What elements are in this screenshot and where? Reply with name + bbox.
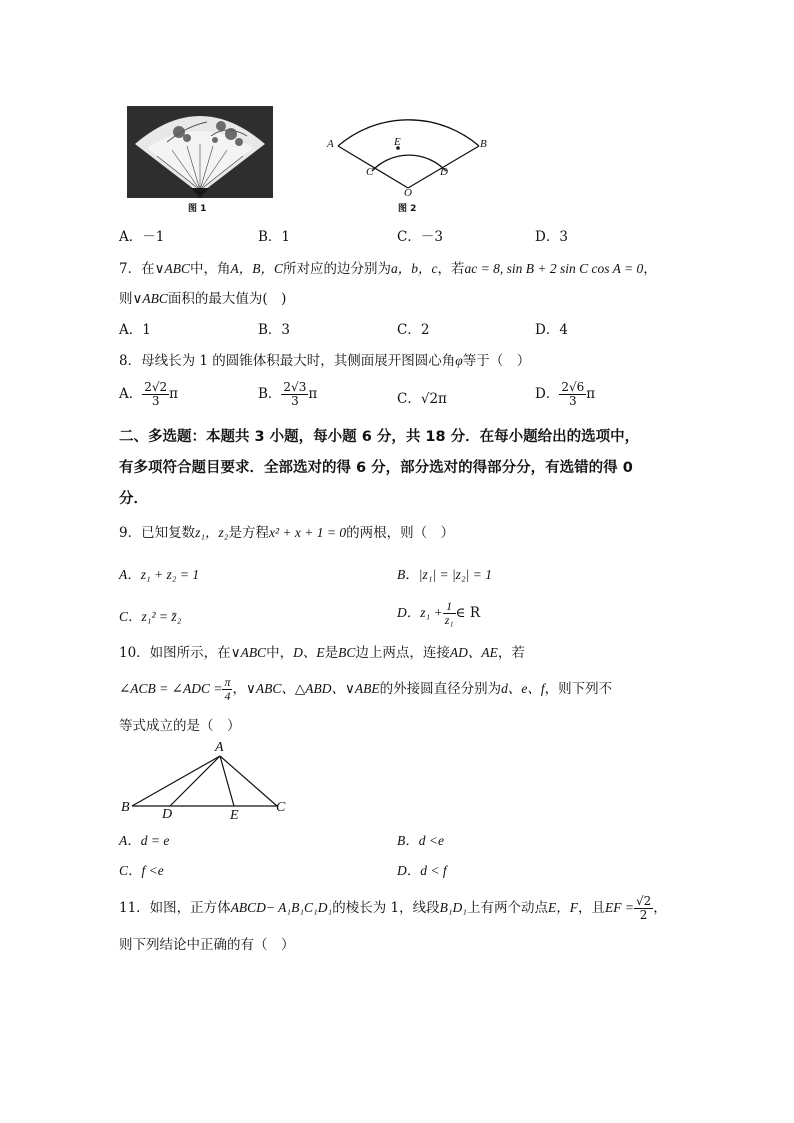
q10-option-b: B．d <e	[397, 833, 444, 848]
q8-option-b-den: 3	[291, 394, 299, 408]
q8-option-c-letter: C．	[397, 391, 421, 407]
q11-cube: ABCD− A₁B₁C₁D₁	[230, 900, 333, 915]
q7-sides: a，b，c	[390, 261, 438, 276]
q8-option-a-letter: A．	[119, 386, 143, 402]
q7-condition: ac = 8, sin B + 2 sin C cos A = 0	[464, 261, 644, 276]
q10-triangles: ∨ABC、△ABD、∨ABE	[245, 681, 380, 696]
fan-photo-drawing	[127, 106, 273, 198]
q11-ef-eq: EF =	[604, 900, 634, 915]
q9-option-d-num: 1	[443, 600, 456, 614]
q8-option-a	[119, 381, 178, 408]
q7-stem-line2	[119, 289, 286, 309]
q8-end: 等于（ ）	[462, 353, 531, 369]
q10-mid: 中，	[266, 645, 294, 661]
fan-label-o: O	[404, 187, 412, 199]
tri-label-b: B	[121, 800, 130, 815]
q8-option-b	[258, 381, 317, 408]
q10-de: D、E	[293, 645, 325, 660]
q8-option-a-num: 2√2	[144, 380, 168, 394]
triangle-diagram	[130, 752, 280, 812]
q10-stem-line1	[119, 643, 525, 663]
q10-mid3: 边上两点，连接	[355, 645, 450, 661]
q9-option-d-prefix: D．z₁ +	[397, 605, 443, 620]
q11-prefix: 11．如图，正方体	[119, 900, 231, 916]
q8-stem	[119, 351, 530, 371]
q9-option-d	[397, 600, 480, 627]
tri-label-c: C	[276, 800, 286, 815]
q11-frac-den: 2	[639, 908, 648, 922]
q9-option-d-end: ∈ R	[455, 605, 480, 621]
q10-line2-end: ，则下列不	[544, 681, 613, 697]
q7-end: ，	[643, 261, 657, 277]
q9-mid: 是方程	[228, 525, 269, 541]
q8-option-d-letter: D．	[535, 386, 560, 402]
q7-option-c: C．2	[397, 322, 430, 338]
fig1-caption: 图 1	[188, 204, 207, 214]
q8-prefix: 8．母线长为 1 的圆锥体积最大时，其侧面展开图圆心角	[119, 353, 456, 369]
q6-option-c: C．－3	[397, 229, 443, 245]
q10-option-d: D．d < f	[397, 863, 447, 878]
fan-label-b: B	[480, 138, 487, 150]
q9-option-d-den: z₁	[444, 613, 454, 627]
q8-phi: φ	[455, 353, 463, 368]
q10-ad-ae: AD、AE	[449, 645, 498, 660]
fan-label-d: D	[440, 166, 448, 178]
q9-option-c: C．z₁² = z̄₂	[119, 609, 182, 624]
tri-label-a: A	[215, 740, 224, 755]
q6-option-a: A．－1	[119, 229, 165, 245]
q7-line2-end: 面积的最大值为( )	[167, 291, 287, 307]
q9-vars: z₁，z₂	[195, 525, 229, 540]
q7-mid2: 所对应的边分别为	[282, 261, 391, 277]
tri-label-e: E	[230, 808, 239, 823]
triangle-diagram-drawing	[130, 752, 280, 812]
q9-stem	[119, 523, 454, 543]
section2-line2: 有多项符合题目要求．全部选对的得 6 分，部分选对的得部分分，有选错的得 0	[119, 460, 633, 476]
q10-triangle: ∨ABC	[230, 645, 267, 660]
q9-prefix: 9．已知复数	[119, 525, 196, 541]
q11-ef: E，F	[547, 900, 578, 915]
q8-option-b-pi: π	[308, 386, 318, 402]
q8-option-b-letter: B．	[258, 386, 282, 402]
q10-end: ，若	[497, 645, 525, 661]
q7-prefix: 7．在	[119, 261, 155, 277]
q10-mid2: 是	[324, 645, 339, 661]
fan-label-a: A	[327, 138, 334, 150]
q7-mid3: ，若	[437, 261, 465, 277]
fan-label-e: E	[394, 136, 401, 148]
q7-line2-triangle: ∨ABC	[132, 291, 168, 306]
q9-option-b: B．|z₁| = |z₂| = 1	[397, 567, 492, 582]
fan-photo	[127, 106, 273, 198]
q9-equation: x² + x + 1 = 0	[269, 525, 347, 540]
q6-option-d: D．3	[535, 229, 568, 245]
fig2-caption: 图 2	[398, 204, 417, 214]
q10-pi-den: 4	[224, 689, 231, 703]
q7-mid: 中，角	[189, 261, 231, 277]
q8-option-c	[397, 389, 447, 409]
q8-option-c-value: √2π	[420, 391, 447, 407]
q10-option-c: C．f <e	[119, 863, 164, 878]
q10-angle: ∠ACB = ∠ADC =	[119, 681, 223, 696]
q7-option-b: B．3	[258, 322, 291, 338]
q7-line2-prefix: 则	[119, 291, 133, 307]
q8-option-d-den: 3	[568, 394, 577, 408]
q10-bc: BC	[338, 645, 356, 660]
q10-stem-line3: 等式成立的是（ ）	[119, 718, 241, 734]
q7-stem-line1	[119, 259, 657, 279]
q9-end: 的两根，则（ ）	[346, 525, 455, 541]
section2-line1: 二、多选题：本题共 3 小题，每小题 6 分，共 18 分．在每小题给出的选项中，	[119, 429, 640, 445]
q11-stem-line2: 则下列结论中正确的有（ ）	[119, 937, 295, 953]
q10-option-a: A．d = e	[119, 833, 170, 848]
q9-option-a: A．z₁ + z₂ = 1	[119, 567, 200, 582]
tri-label-d: D	[162, 807, 173, 822]
q10-stem-line2	[119, 676, 612, 703]
q11-mid3: ，且	[577, 900, 605, 916]
q10-line2-mid2: 的外接圆直径分别为	[379, 681, 502, 697]
q8-option-d	[535, 381, 595, 408]
q8-option-b-num: 2√3	[283, 380, 307, 394]
q11-frac-num: √2	[635, 894, 652, 908]
fan-label-c: C	[366, 166, 374, 178]
q7-triangle: ∨ABC	[154, 261, 190, 276]
q11-end: ，	[653, 900, 667, 916]
q8-option-a-pi: π	[169, 386, 179, 402]
q10-line2-mid: ，	[232, 681, 246, 697]
q11-segment: B₁D₁	[439, 900, 467, 915]
section2-line3: 分．	[119, 491, 148, 507]
q11-mid2: 上有两个动点	[466, 900, 548, 916]
q10-prefix: 10．如图所示，在	[119, 645, 231, 661]
q8-option-a-den: 3	[151, 394, 160, 408]
q11-stem-line1	[119, 895, 667, 922]
q7-vars: A，B，C	[230, 261, 283, 276]
q11-mid: 的棱长为 1，线段	[332, 900, 440, 916]
q8-option-d-pi: π	[586, 386, 596, 402]
q6-option-b: B．1	[258, 229, 291, 245]
q7-option-d: D．4	[535, 322, 568, 338]
q10-def: d、e、f	[501, 681, 545, 696]
q7-option-a: A．1	[119, 322, 151, 338]
q10-pi-num: π	[224, 675, 231, 689]
q8-option-d-num: 2√6	[561, 380, 585, 394]
